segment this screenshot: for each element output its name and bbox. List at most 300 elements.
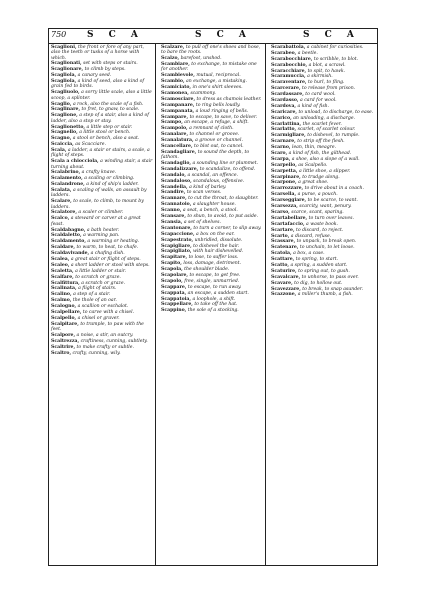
entry-headword: Scannare, <box>161 196 187 202</box>
entry-headword: Scarlatto, <box>271 127 297 133</box>
dictionary-entry <box>271 92 377 97</box>
entry-headword: Scaglio, <box>51 101 72 107</box>
entry-definition: to dig, to hollow out. <box>294 280 343 286</box>
entry-headword: Scansia, <box>161 219 183 225</box>
entry-headword: Scarcerare, <box>271 86 301 92</box>
entry-headword: Scalogno, <box>51 304 77 310</box>
dictionary-column-1 <box>49 44 156 565</box>
entry-definition: a chisel or graver. <box>77 315 120 321</box>
dictionary-entry <box>51 142 153 147</box>
entry-definition: to scratch or graze. <box>75 274 121 280</box>
entry-headword: Scappare, <box>161 284 187 290</box>
entry-definition: a slaughter house. <box>192 202 236 208</box>
entry-headword: Scandaglio, <box>161 161 191 167</box>
entry-definition: to discard, to reject. <box>296 227 344 233</box>
entry-definition: a stool or bench, also a seat. <box>72 136 140 142</box>
entry-definition: to scribble, to blot. <box>313 56 359 62</box>
entry-definition: a kind of fish. <box>297 103 330 109</box>
entry-definition: a short ladder or stool with steps. <box>70 262 150 268</box>
entry-definition: a shoe, also a slope of a wall. <box>291 156 360 162</box>
entry-headword: Scarabattola, <box>271 45 306 50</box>
entry-headword: Scaricare, <box>271 109 297 115</box>
entry-headword: Scalata, <box>51 188 72 194</box>
entry-headword: Scarno, <box>271 145 291 151</box>
dictionary-entry <box>51 199 153 210</box>
entry-headword: Scandalo, <box>161 172 187 178</box>
dictionary-entry <box>271 210 377 215</box>
dictionary-entry <box>161 232 263 237</box>
dictionary-entry <box>161 302 263 307</box>
entry-definition: a step of a stair, also a kind of ladder, also a stop or stay. <box>51 113 149 124</box>
entry-headword: Scarabocchiare, <box>271 56 313 62</box>
entry-definition: a box on the ear. <box>196 231 235 237</box>
dictionary-entry <box>161 91 263 96</box>
entry-definition: barefoot, unshod. <box>180 56 222 62</box>
entry-definition: to escape, to run away. <box>187 284 242 290</box>
entry-headword: Scarlattina, <box>271 121 302 127</box>
entry-headword: Scavalcare, <box>271 274 301 280</box>
dictionary-entry <box>161 291 263 296</box>
entry-definition: to unhorse, to pass over. <box>301 274 359 280</box>
entry-headword: Scaltro, <box>51 350 72 356</box>
dictionary-entry <box>271 63 377 68</box>
entry-definition: a kind of ship's ladder. <box>86 182 139 188</box>
entry-definition: to escape, to save, to deliver. <box>189 114 258 120</box>
dictionary-entry <box>161 161 263 166</box>
entry-headword: Scandalizzare, <box>161 166 199 172</box>
entry-headword: Scantonare, <box>161 225 192 231</box>
dictionary-entry <box>51 233 153 238</box>
entry-headword: Scagno, <box>51 136 72 142</box>
dictionary-entry <box>271 281 377 286</box>
entry-definition: scarlet, of scarlet colour. <box>297 127 356 133</box>
entry-definition: to climb by steps. <box>84 67 126 73</box>
column-head-1: S C A <box>87 30 144 40</box>
dictionary-entry <box>161 45 263 56</box>
entry-definition: the shoulder blade. <box>184 267 230 273</box>
entry-definition: a little step or stair. <box>86 124 133 130</box>
entry-headword: Scambiare, <box>161 62 190 68</box>
dictionary-entry <box>161 132 263 137</box>
entry-headword: Scaturire, <box>271 268 297 274</box>
dictionary-entry <box>271 139 377 144</box>
dictionary-entry <box>271 239 377 244</box>
dictionary-entry <box>51 159 153 170</box>
dictionary-entry <box>51 73 153 78</box>
entry-headword: Scarso, <box>271 209 290 215</box>
entry-headword: Scaiccia, <box>51 142 74 148</box>
entry-headword: Scanalatura, <box>161 138 194 144</box>
entry-headword: Scarmigliare, <box>271 133 306 139</box>
entry-headword: Scala, <box>51 148 67 154</box>
entry-definition: as Scalpello. <box>298 162 328 168</box>
entry-definition: to take off the hat. <box>194 302 238 308</box>
entry-headword: Scagliola, <box>51 73 77 79</box>
column-head-3: S C A <box>303 30 360 40</box>
entry-headword: Scandire, <box>161 190 186 196</box>
dictionary-entry <box>161 249 263 254</box>
dictionary-entry <box>271 234 377 239</box>
entry-headword: Scambio, <box>161 79 185 85</box>
entry-definition: scarce, scant, sparing. <box>291 209 344 215</box>
entry-headword: Scaro, <box>271 151 288 157</box>
entry-headword: Scalpore, <box>51 333 76 338</box>
dictionary-entry <box>51 148 153 159</box>
entry-headword: Scagliola, <box>51 79 77 85</box>
entry-headword: Scavare, <box>271 280 293 286</box>
entry-headword: Scarrozzare, <box>271 186 304 192</box>
dictionary-entry <box>51 61 153 66</box>
entry-definition: a cabinet for curiosities. <box>306 45 364 50</box>
entry-headword: Scalatore, <box>51 210 77 216</box>
entry-headword: Scalzare, <box>161 45 185 50</box>
dictionary-entry <box>161 85 263 90</box>
entry-headword: Scalare, <box>51 199 72 205</box>
entry-headword: Scarpone, <box>271 180 297 186</box>
dictionary-entry <box>271 104 377 109</box>
entry-definition: as Scacciare. <box>75 142 106 148</box>
dictionary-entry <box>161 285 263 290</box>
dictionary-entry <box>161 190 263 195</box>
entry-headword: Scapaccione, <box>161 231 195 237</box>
entry-definition: a noise, a stir, an outcry. <box>76 333 134 338</box>
entry-headword: Scaglinare, <box>51 107 81 113</box>
dictionary-entry <box>271 133 377 138</box>
entry-headword: Scarabeo, <box>271 50 297 56</box>
entry-definition: a beetle. <box>297 50 318 56</box>
entry-headword: Scartabellare, <box>271 215 308 221</box>
entry-headword: Scapolo, <box>161 278 183 284</box>
entry-headword: Scalpellare, <box>51 310 82 316</box>
entry-headword: Scarseggiare, <box>271 198 307 204</box>
entry-headword: Scarsezza, <box>271 204 298 210</box>
entry-definition: a card for wool. <box>300 98 337 104</box>
dictionary-entry <box>161 79 263 84</box>
dictionary-entry <box>271 45 377 50</box>
dictionary-entry <box>51 257 153 262</box>
entry-definition: a little ladder or stair. <box>75 268 126 274</box>
dictionary-entry <box>271 198 377 203</box>
dictionary-entry <box>161 150 263 161</box>
entry-headword: Scandaloso, <box>161 178 192 184</box>
entry-definition: to release from prison. <box>302 86 356 92</box>
entry-headword: Scappata, <box>161 290 187 296</box>
entry-definition: with hair dishevelled. <box>192 249 244 255</box>
dictionary-entry <box>51 176 153 181</box>
dictionary-entry <box>51 322 153 333</box>
dictionary-entry <box>161 196 263 201</box>
entry-headword: Scaldavivande, <box>51 251 90 257</box>
entry-definition: a kind of barley. <box>189 184 227 190</box>
entry-definition: to make crafty or subtle. <box>76 344 134 350</box>
dictionary-entry <box>271 275 377 280</box>
entry-headword: Scappino, <box>161 308 187 314</box>
dictionary-entry <box>161 138 263 143</box>
entry-definition: to trudge along. <box>302 174 340 180</box>
entry-definition: to unload, to discharge, to ease. <box>298 109 374 115</box>
entry-headword: Scappatoia, <box>161 296 191 302</box>
entry-definition: a kind of seed, also a kind of grain fed to birds. <box>51 79 145 90</box>
dictionary-column-2 <box>159 44 266 565</box>
dictionary-entry <box>271 110 377 115</box>
entry-headword: Scalpitare, <box>51 321 79 327</box>
dictionary-entry <box>51 170 153 175</box>
entry-headword: Scarsella, <box>271 192 297 198</box>
entry-headword: Scarto, <box>271 233 290 239</box>
entry-definition: to scan verses. <box>186 190 222 196</box>
entry-headword: Scattare, <box>271 257 295 263</box>
entry-headword: Scanalare, <box>161 132 189 138</box>
entry-definition: to sound the depth, to fathom. <box>161 149 250 161</box>
dictionary-entry <box>51 251 153 256</box>
dictionary-entry <box>271 98 377 103</box>
dictionary-entry <box>271 116 377 121</box>
entry-definition: a set of shelves. <box>183 219 221 225</box>
dictionary-entry <box>161 244 263 249</box>
entry-headword: Scarnare, <box>271 139 296 145</box>
entry-definition: a canary seed. <box>77 73 112 79</box>
entry-definition: a purse, a pouch. <box>297 192 338 198</box>
entry-headword: Scalfare, <box>51 274 74 280</box>
entry-headword: Scalea, <box>51 257 70 263</box>
dictionary-entry <box>161 120 263 125</box>
dictionary-entry <box>161 238 263 243</box>
dictionary-entry <box>271 228 377 233</box>
entry-definition: to dishevel, to rumple. <box>307 133 360 139</box>
entry-definition: a loophole, a shift. <box>192 296 236 302</box>
dictionary-entry <box>51 113 153 124</box>
entry-definition: to scandalize, to offend. <box>199 166 256 172</box>
dictionary-entry <box>161 214 263 219</box>
dictionary-entry <box>161 56 263 61</box>
entry-definition: a remnant of cloth. <box>189 126 234 132</box>
entry-headword: Scartafaccio, <box>271 221 305 227</box>
entry-definition: the sole of a stocking. <box>187 308 239 314</box>
dictionary-entry <box>51 136 153 141</box>
dictionary-entry <box>161 308 263 313</box>
entry-definition: the thole of an oar. <box>72 298 117 304</box>
entry-definition: a scaler or climber. <box>78 210 124 216</box>
dictionary-entry <box>161 279 263 284</box>
entry-definition: to pull off one's shoes and hose, to bare the roots. <box>161 45 261 56</box>
entry-definition: a chafing dish. <box>90 251 125 257</box>
dictionary-page <box>48 28 378 566</box>
entry-definition: in one's shirt sleeves. <box>192 85 243 91</box>
entry-definition: to hurl, to fling. <box>307 80 345 86</box>
entry-definition: to cut the throat, to slaughter. <box>188 196 259 202</box>
entry-definition: a discard, refuse. <box>290 233 332 239</box>
dictionary-entry <box>161 179 263 184</box>
entry-headword: Scamiciato, <box>161 85 192 91</box>
entry-definition: to channel or groove. <box>189 132 240 138</box>
dictionary-entry <box>51 269 153 274</box>
entry-headword: Scaleo, <box>51 262 70 268</box>
entry-definition: loss, damage, detriment. <box>183 261 242 267</box>
dictionary-entry <box>271 163 377 168</box>
entry-headword: Scardova, <box>271 103 297 109</box>
dictionary-entry <box>271 151 377 156</box>
entry-headword: Scanno, <box>161 208 182 214</box>
entry-headword: Scalandrone, <box>51 182 85 188</box>
dictionary-entry <box>161 62 263 73</box>
entry-definition: a steward or carver at a great feast. <box>51 216 141 227</box>
entry-definition: an escape, a sudden start. <box>187 290 249 296</box>
dictionary-entry <box>51 188 153 199</box>
page-number: 750 <box>51 30 67 39</box>
entry-headword: Scagnello, <box>51 130 78 136</box>
dictionary-entry <box>161 226 263 231</box>
entry-headword: Scaraventare, <box>271 80 307 86</box>
entry-headword: Scavezzare, <box>271 286 301 292</box>
entry-headword: Scampo, <box>161 120 183 126</box>
entry-headword: Scardassare, <box>271 92 304 98</box>
entry-headword: Scatenare, <box>271 245 299 251</box>
dictionary-entry <box>271 204 377 209</box>
entry-headword: Scatola, <box>271 251 292 257</box>
dictionary-entry <box>51 316 153 321</box>
dictionary-entry <box>271 192 377 197</box>
entry-definition: to turn over leaves. <box>308 215 354 221</box>
entry-definition: to ring bells loudly. <box>195 102 241 108</box>
entry-definition: scammony. <box>190 90 216 96</box>
dictionary-column-3 <box>269 44 379 565</box>
entry-headword: Scaglioni, <box>51 45 77 50</box>
entry-definition: a flight of stairs. <box>78 286 117 292</box>
entry-definition: to strip off the flesh. <box>297 139 345 145</box>
dictionary-entry <box>161 144 263 149</box>
dictionary-entry <box>271 257 377 262</box>
entry-definition: to dress as chamois leather. <box>196 96 262 102</box>
entry-definition: a seat, a bench, a stool. <box>182 208 238 214</box>
entry-headword: Scalamento, <box>51 176 83 182</box>
entry-definition: scandalous, offensive. <box>193 178 245 184</box>
entry-definition: a spring, a sudden start. <box>290 262 348 268</box>
entry-definition: a skirmish. <box>307 74 333 80</box>
dictionary-entry <box>51 351 153 356</box>
dictionary-entry <box>271 245 377 250</box>
entry-headword: Scaglione, <box>51 113 78 119</box>
column-head-2: S C A <box>195 30 252 40</box>
entry-definition: to warm, to heat, to chafe. <box>76 245 139 251</box>
entry-headword: Scalabrino, <box>51 170 81 176</box>
entry-definition: to exchange, to mistake one for another. <box>161 62 257 73</box>
dictionary-entry <box>161 97 263 102</box>
entry-definition: to dishevel the hair. <box>193 243 240 249</box>
entry-definition: a scaling of walls, an assault by ladders. <box>51 188 147 199</box>
entry-headword: Scapestrato, <box>161 237 194 243</box>
entry-definition: a great stair or flight of steps. <box>70 257 141 263</box>
dictionary-entry <box>271 251 377 256</box>
dictionary-entry <box>51 90 153 101</box>
entry-headword: Scala a chiocciola, <box>51 159 99 165</box>
dictionary-entry <box>271 145 377 150</box>
entry-headword: Scapigliare, <box>161 243 192 249</box>
entry-definition: the scarlet fever. <box>302 121 342 127</box>
dictionary-entry <box>161 167 263 172</box>
dictionary-entry <box>51 275 153 280</box>
dictionary-entry <box>161 202 263 207</box>
entry-headword: Scartare, <box>271 227 295 233</box>
entry-definition: a rock, also the scale of a fish. <box>72 101 144 107</box>
entry-definition: mutual, reciprocal. <box>196 73 241 79</box>
dictionary-entry <box>161 73 263 78</box>
entry-definition: to unchain, to let loose. <box>299 245 355 251</box>
entry-headword: Scazzone, <box>271 292 297 298</box>
entry-headword: Scarabocchio, <box>271 62 308 68</box>
entry-headword: Scapolare, <box>161 272 189 278</box>
dictionary-entry <box>51 310 153 315</box>
entry-headword: Scapigliato, <box>161 249 192 255</box>
entry-headword: Scalpello, <box>51 315 77 321</box>
entry-headword: Scancellare, <box>161 143 193 149</box>
entry-definition: crafty, cunning, wily. <box>72 350 121 356</box>
entry-headword: Scansare, <box>161 214 186 220</box>
dictionary-entry <box>51 216 153 227</box>
entry-headword: Scalfittura, <box>51 280 80 286</box>
entry-definition: a warming or heating. <box>87 239 140 245</box>
entry-definition: to shun, to avoid, to put aside. <box>187 214 259 220</box>
entry-definition: a kind of fish, the gilthead. <box>288 151 352 157</box>
entry-definition: to lose, to suffer loss. <box>188 255 239 261</box>
entry-headword: Scarico, <box>271 115 292 121</box>
dictionary-entry <box>271 157 377 162</box>
entry-definition: a sorry little scale, also a little scoop, a splinter. <box>51 90 152 101</box>
entry-definition: to turn a corner, to slip away. <box>193 225 262 231</box>
dictionary-entry <box>51 79 153 90</box>
entry-definition: to be scarce, to want. <box>307 198 358 204</box>
entry-headword: Scappellare, <box>161 302 193 308</box>
entry-definition: set with steps or stairs. <box>83 61 138 67</box>
entry-definition: to spit, to hawk. <box>307 68 346 74</box>
entry-definition: to drive about in a coach. <box>304 186 364 192</box>
entry-headword: Scaldamento, <box>51 239 86 245</box>
running-header <box>49 29 377 44</box>
dictionary-entry <box>161 126 263 131</box>
entry-definition: to card wool. <box>305 92 336 98</box>
entry-definition: a bath heater. <box>86 227 120 233</box>
dictionary-entry <box>51 125 153 130</box>
entry-headword: Scapito, <box>161 261 182 267</box>
entry-definition: a winding stair, a stair turning about. <box>51 159 153 170</box>
entry-headword: Scaltrezza, <box>51 338 80 344</box>
entry-headword: Scaldare, <box>51 245 75 251</box>
dictionary-entry <box>51 263 153 268</box>
entry-definition: craftiness, cunning, subtlety. <box>80 338 148 344</box>
dictionary-entry <box>161 115 263 120</box>
entry-headword: Scaldabagno, <box>51 227 86 233</box>
dictionary-entry <box>51 245 153 250</box>
entry-headword: Scarpinare, <box>271 174 301 180</box>
dictionary-entry <box>271 57 377 62</box>
entry-headword: Scamosciare, <box>161 96 196 102</box>
entry-definition: an exchange, a mistaking. <box>186 79 247 85</box>
dictionary-entry <box>271 74 377 79</box>
entry-headword: Scalino, <box>51 292 72 298</box>
dictionary-entry <box>51 292 153 297</box>
entry-definition: a scratch or graze. <box>81 280 126 286</box>
entry-definition: a miller's thumb, a fish. <box>297 292 353 298</box>
entry-definition: to fret, to gnaw, to scale. <box>81 107 140 113</box>
entry-headword: Scalco, <box>51 216 70 222</box>
entry-definition: a ladder, a stair or stairs, a scale, a flight of steps. <box>51 148 150 159</box>
entry-definition: an unloading, a discharge. <box>293 115 356 121</box>
entry-definition: to unpack, to break open. <box>296 239 357 245</box>
dictionary-entry <box>51 345 153 350</box>
dictionary-entry <box>271 263 377 268</box>
entry-headword: Scassare, <box>271 239 296 245</box>
entry-definition: to carve with a chisel. <box>82 310 135 316</box>
entry-headword: Scatto, <box>271 262 289 268</box>
